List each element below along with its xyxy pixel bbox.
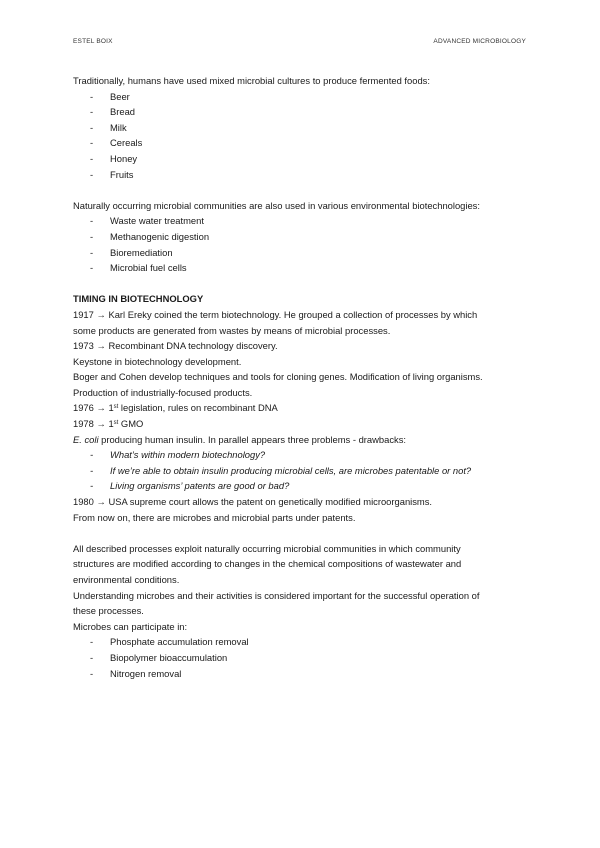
timeline-1978 xyxy=(73,416,533,432)
list-item: - Bioremediation xyxy=(73,245,533,261)
problems-list xyxy=(73,447,533,494)
environmental-text: Naturally occurring microbial communities are also used in various environmental biotechnologies: xyxy=(73,199,480,211)
keystone-text: Keystone in biotechnology development. xyxy=(73,355,242,367)
closing-paragraph-line: structures are modified according to changes in the chemical compositions of wastewater and xyxy=(73,558,462,570)
header-subject: ADVANCED MICROBIOLOGY xyxy=(433,38,526,45)
list-item: - Waste water treatment xyxy=(73,213,533,229)
intro-text: Traditionally, humans have used mixed microbial cultures to produce fermented foods: xyxy=(73,75,430,86)
list-item: - Fruits xyxy=(73,167,533,183)
boger-cohen-text: Boger and Cohen develop techniques and tools for cloning genes. Modification of living organisms. xyxy=(73,371,483,383)
section-heading: TIMING IN BIOTECHNOLOGY xyxy=(73,293,204,305)
closing-paragraph-line: Understanding microbes and their activities is considered important for the successful operation of xyxy=(73,589,480,601)
timeline-1917: 1917 → Karl Ereky coined the term biotechnology. He grouped a collection of processes by which xyxy=(73,308,478,320)
patents-text: From now on, there are microbes and microbial parts under patents. xyxy=(73,511,356,523)
list-item: - Bread xyxy=(73,104,533,120)
list-item: - What’s within modern biotechnology? xyxy=(73,447,533,463)
timeline-1978-post: GMO xyxy=(118,418,144,430)
closing-paragraph-line: these processes. xyxy=(73,605,144,617)
microbes-intro: Microbes can participate in: xyxy=(73,620,188,632)
timeline-1980: 1980 → USA supreme court allows the patent on genetically modified microorganisms. xyxy=(73,496,433,508)
list-item: - Methanogenic digestion xyxy=(73,229,533,245)
list-item: - Cereals xyxy=(73,135,533,151)
list-item: - Beer xyxy=(73,89,533,105)
closing-paragraph-line: All described processes exploit naturally occurring microbial communities in which community xyxy=(73,542,461,554)
header-author: ESTEL BOIX xyxy=(73,38,113,45)
timeline-1976-pre: 1976 → 1 xyxy=(73,402,114,414)
environmental-list xyxy=(73,213,533,275)
timeline-1978-pre: 1978 → 1 xyxy=(73,418,114,430)
timeline-1973: 1973 → Recombinant DNA technology discovery. xyxy=(73,340,278,352)
timeline-1976 xyxy=(73,400,533,416)
list-item: - Milk xyxy=(73,120,533,136)
list-item: - Microbial fuel cells xyxy=(73,260,533,276)
list-item: - Phosphate accumulation removal xyxy=(73,634,533,650)
ordinal-suffix: st xyxy=(113,404,119,411)
fermented-foods-list xyxy=(73,89,533,183)
processes-list xyxy=(73,634,533,681)
spacer xyxy=(73,182,533,198)
ecoli-rest: producing human insulin. In parallel appears three problems - drawbacks: xyxy=(98,433,406,445)
ordinal-suffix: st xyxy=(113,420,119,427)
list-item: - If we’re able to obtain insulin producing microbial cells, are microbes patentable or not? xyxy=(73,463,533,479)
timeline-1917-cont: some products are generated from wastes by means of microbial processes. xyxy=(73,324,391,336)
list-item: - Living organisms’ patents are good or bad? xyxy=(73,478,533,494)
document-body xyxy=(73,73,533,681)
closing-paragraph-line: environmental conditions. xyxy=(73,574,180,585)
production-text: Production of industrially-focused products. xyxy=(73,386,253,398)
list-item: - Honey xyxy=(73,151,533,167)
spacer xyxy=(73,276,533,292)
list-item: - Nitrogen removal xyxy=(73,666,533,682)
spacer xyxy=(73,525,533,541)
list-item: - Biopolymer bioaccumulation xyxy=(73,650,533,666)
ecoli-text xyxy=(73,432,533,448)
timeline-1976-post: legislation, rules on recombinant DNA xyxy=(118,402,278,414)
ecoli-species: E. coli xyxy=(73,433,99,445)
